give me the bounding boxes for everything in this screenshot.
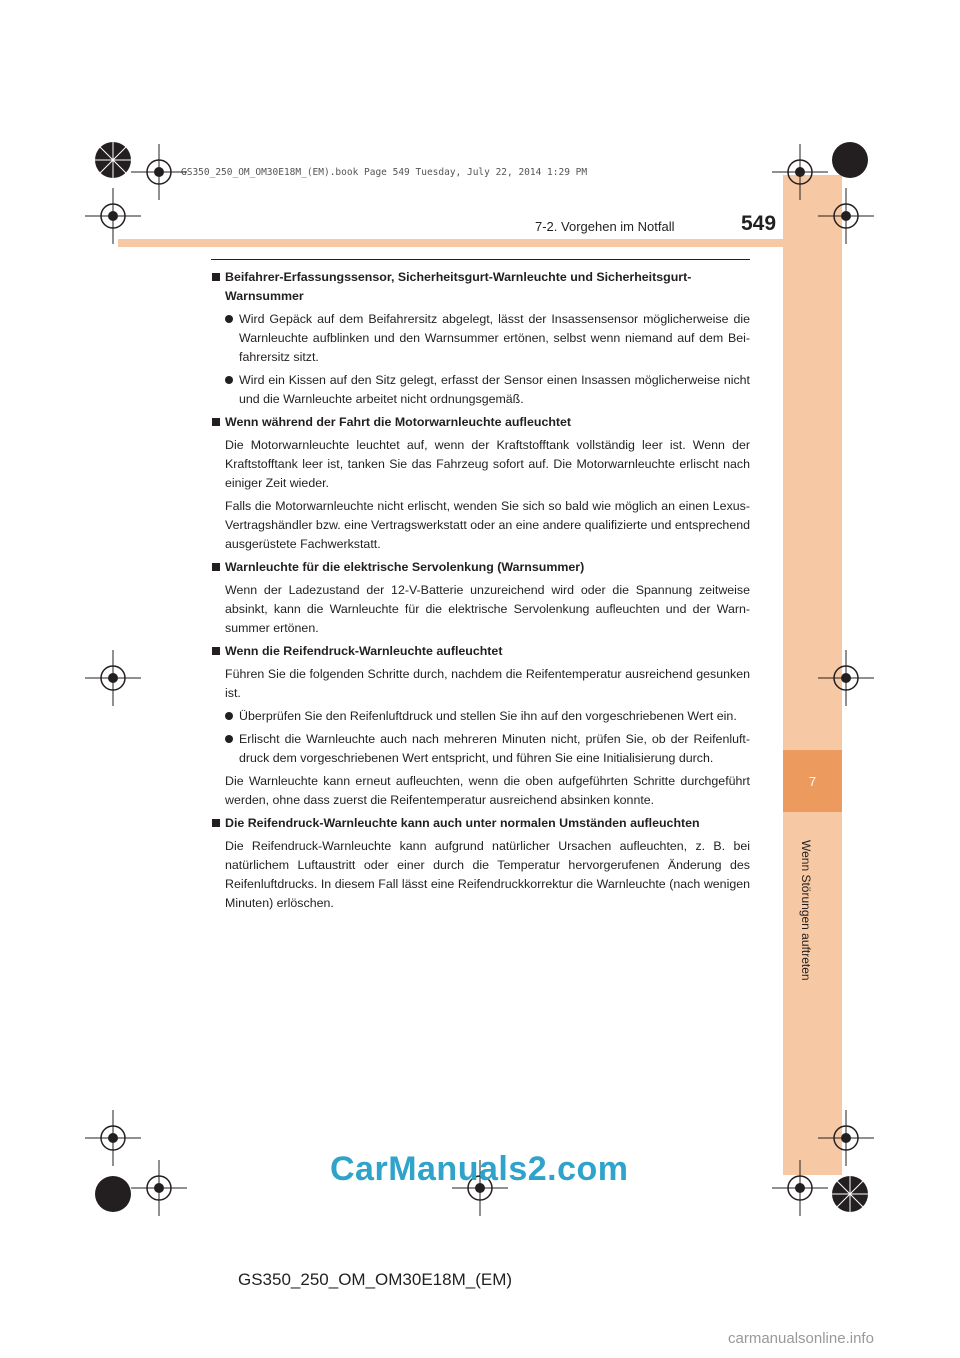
crosshair-mark-icon <box>818 1110 874 1166</box>
crosshair-mark-icon <box>131 144 187 200</box>
paragraph: Wenn der Ladezustand der 12-V-Batterie unzureichend wird oder die Spannung zeitweise absinkt, kann die Warnleuchte für die elektrische Servolenkung aufleuchten und der Warnsummer ertönen. <box>225 583 750 635</box>
registration-mark-icon <box>822 132 878 188</box>
book-info: GS350_250_OM_OM30E18M_(EM).book Page 549 Tuesday, July 22, 2014 1:29 PM <box>181 167 588 178</box>
header-bar <box>118 239 783 247</box>
paragraph: Falls die Motorwarnleuchte nicht erlischt, wenden Sie sich so bald wie möglich an einen Lexus-Vertragshändler bzw. eine Vertragswerkstatt oder an eine andere qualifizierte und entsprechend ausgerüstete Fachwerkstatt. <box>225 499 750 551</box>
heading: Warnleuchte für die elektrische Servolenkung (Warnsummer) <box>211 558 750 577</box>
watermark-small: carmanualsonline.info <box>728 1330 874 1347</box>
paragraph: Die Reifendruck-Warnleuchte kann aufgrund natürlicher Ursachen aufleuchten, z. B. bei natürlichem Luftaustritt oder einer durch die Temperatur hervorgerufenen Änderung des Reifenluftdrucks. In diesem Fall lässt eine Reifendruckkorrektur die Warnleuchte (nach wenigen Minuten) erlöschen. <box>225 839 750 910</box>
page-number: 549 <box>741 212 777 235</box>
bullet-item: Wird ein Kissen auf den Sitz gelegt, erfasst der Sensor einen Insassen möglicherweise nicht und die Warnleuchte arbeitet nicht ordnungsgemäß. <box>211 371 750 409</box>
crosshair-mark-icon <box>772 144 828 200</box>
chapter-number: 7 <box>783 750 842 812</box>
crosshair-mark-icon <box>818 650 874 706</box>
crosshair-mark-icon <box>85 1110 141 1166</box>
content-top-rule <box>211 259 750 260</box>
heading: Die Reifendruck-Warnleuchte kann auch unter normalen Umständen aufleuchten <box>211 814 750 833</box>
heading: Wenn während der Fahrt die Motorwarnleuchte aufleuchtet <box>211 413 750 432</box>
bullet-item: Überprüfen Sie den Reifenluftdruck und stellen Sie ihn auf den vorgeschriebenen Wert ein. <box>211 707 750 726</box>
chapter-label: Wenn Störungen auftreten <box>799 840 813 981</box>
crosshair-mark-icon <box>772 1160 828 1216</box>
heading: Beifahrer-Erfassungssensor, Sicherheitsgurt-Warnleuchte und Sicherheitsgurt-Warnsummer <box>211 268 750 306</box>
heading: Wenn die Reifendruck-Warnleuchte aufleuchtet <box>211 642 750 661</box>
watermark: CarManuals2.com <box>330 1150 629 1188</box>
main-content <box>211 268 750 917</box>
paragraph: Die Warnleuchte kann erneut aufleuchten, wenn die oben aufgeführten Schritte durchgeführt werden, ohne dass zuerst die Reifentemperatur ausreichend absinken konnte. <box>225 774 750 807</box>
bullet-item: Wird Gepäck auf dem Beifahrersitz abgelegt, lässt der Insassensensor möglicherweise die Warnleuchte aufblinken und den Warnsummer ertönen, selbst wenn niemand auf dem Beifahrersitz sitzt. <box>211 310 750 367</box>
crosshair-mark-icon <box>131 1160 187 1216</box>
paragraph: Die Motorwarnleuchte leuchtet auf, wenn der Kraftstofftank vollständig leer ist. Wenn der Kraftstofftank leer ist, tanken Sie das Fahrzeug sofort auf. Die Motorwarnleuchte erlischt nach einiger Zeit wieder. <box>225 438 750 490</box>
paragraph: Führen Sie die folgenden Schritte durch, nachdem die Reifentemperatur ausreichend gesunken ist. <box>225 667 750 700</box>
document-code: GS350_250_OM_OM30E18M_(EM) <box>238 1270 513 1289</box>
bullet-item: Erlischt die Warnleuchte auch nach mehreren Minuten nicht, prüfen Sie, ob der Reifenluftdruck dem vorgeschriebenen Wert entspricht, und führen Sie eine Initialisierung durch. <box>211 730 750 768</box>
registration-mark-icon <box>822 1166 878 1222</box>
section-title: 7-2. Vorgehen im Notfall <box>535 219 675 234</box>
crosshair-mark-icon <box>85 650 141 706</box>
